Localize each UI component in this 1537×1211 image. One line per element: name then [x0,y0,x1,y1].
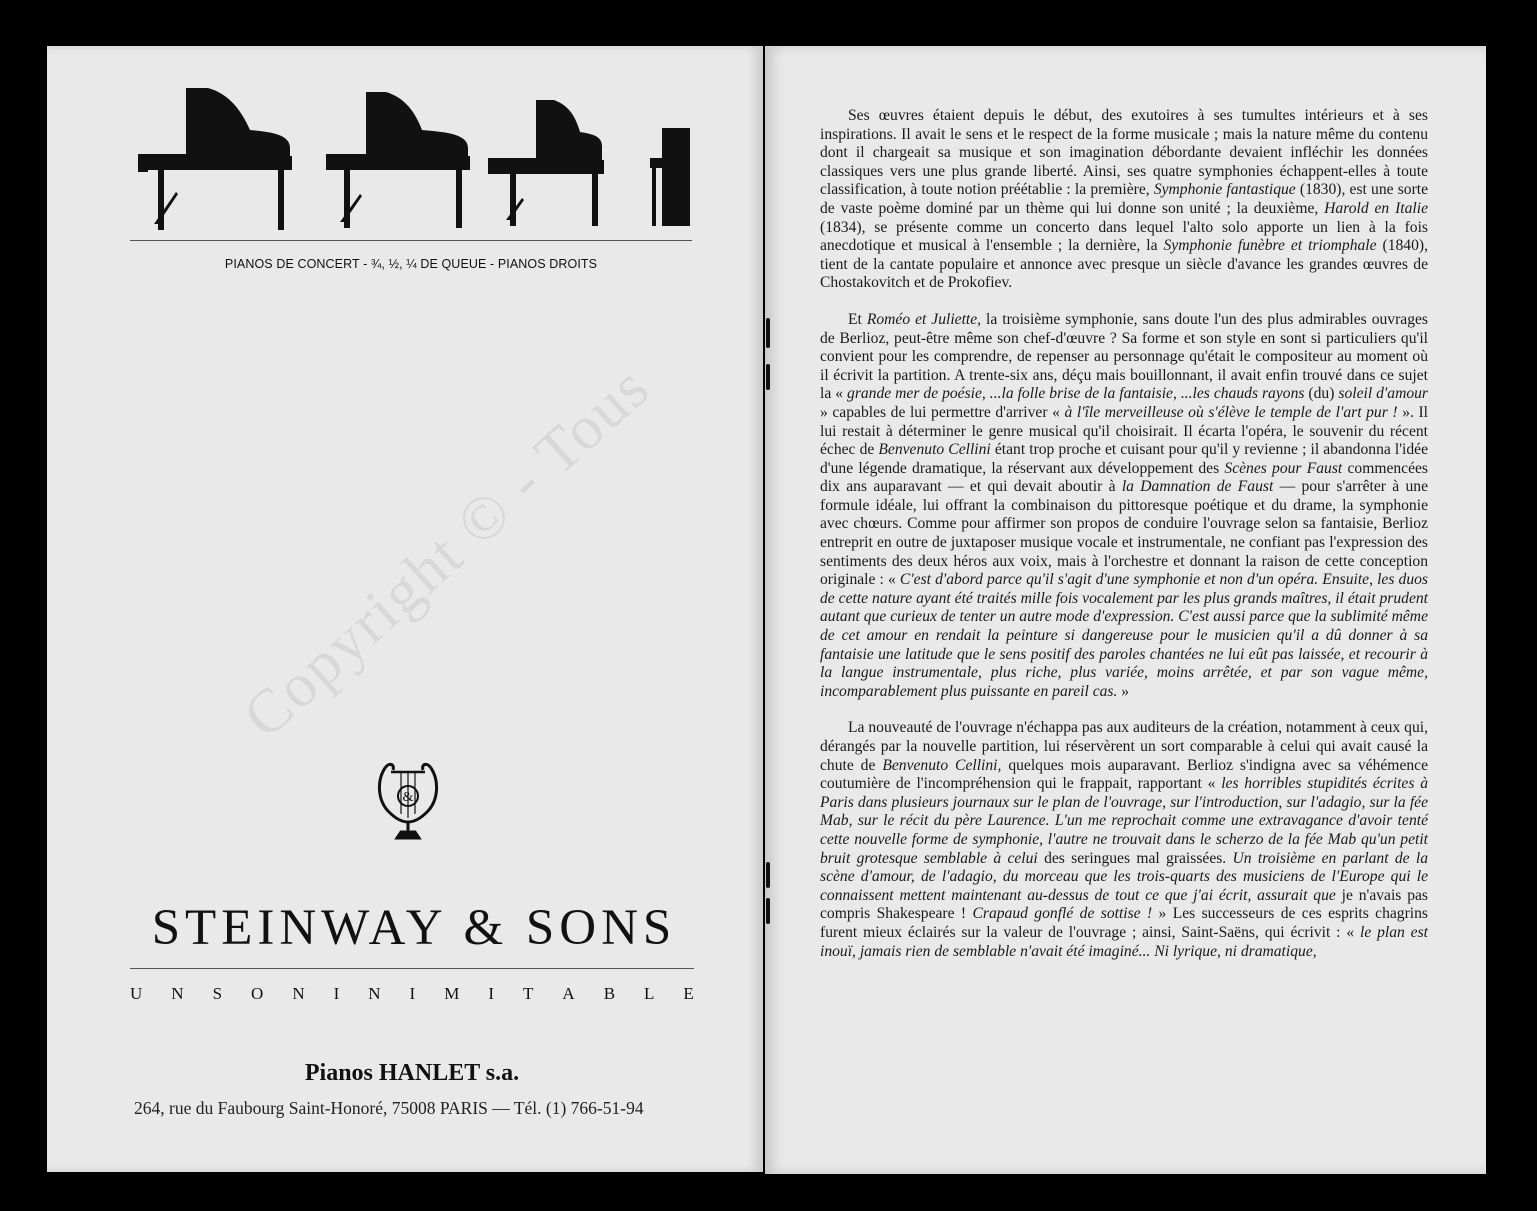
italic-segment: Benvenuto Cellini [878,441,991,459]
brand-tagline [130,984,694,1004]
pianos-divider [130,240,692,241]
tagline-letter: A [562,984,575,1003]
brand-divider [130,968,694,969]
pianos-illustration [130,88,700,240]
italic-segment: Symphonie funèbre et triomphale [1163,237,1377,255]
italic-segment: Benvenuto Cellini, [882,756,1002,774]
text-segment: » Les successeurs de ces esprits chagrins furent mieux éclairés sur la valeur de l'ouvrage ; ainsi, Saint-Saëns, qui écrivit : « [820,905,1428,941]
tagline-letter: M [444,984,460,1003]
text-segment: Ses œuvres étaient depuis le début, des exutoires à ses tumultes intérieurs et à ses inspirations. Il avait le sens et le respect de la forme musicale ; mais la nature même du contenu dont il chargeait sa musique et son imagination débordante devaient infléchir les données classiques vers une plus grande liberté. Ainsi, ses quatre symphonies échappent-elles à toute classification, à toute notion préétablie : la première, [820,107,1428,199]
tagline-letter: U [130,984,143,1003]
italic-segment: Scènes pour Faust [1224,459,1343,477]
italic-segment: le plan est inouï, jamais rien de semblable n'avait été imaginé... Ni lyrique, ni dramatique, [820,923,1428,960]
text-segment: étant trop proche et cuisant pour qu'il y revienne ; il abandonna l'idée d'une légende dramatique, la réservant aux développement des [820,441,1429,477]
italic-segment: Harold en Italie [1324,199,1428,217]
text-segment: (1830), est une sorte de vaste poème dominé par un thème qui lui donne son unité ; la deuxième, [820,181,1429,217]
text-segment: Et [848,310,867,328]
upright-piano-icon [650,128,690,226]
article-paragraph [820,719,1428,961]
dealer-name: Pianos HANLET s.a. [304,1060,520,1086]
text-segment: (1840), tient de la cantate populaire et annonce avec presque un siècle d'avance les grandes œuvres de Chostakovitch et de Prokofiev. [820,237,1428,292]
italic-segment: soleil d'amour [1338,385,1428,403]
tagline-letter: I [333,984,340,1003]
article-paragraph [820,311,1428,701]
text-segment: (du) [1304,385,1339,403]
binding-staple-top [766,318,770,348]
binding-staple-bottom-2 [766,898,770,924]
text-segment: la troisième symphonie, sans doute l'un des plus admirables ouvrages de Berlioz, peut-être même son chef-d'œuvre ? Sa forme et son style en sont si particuliers qu'il convient pour les comprendre, de repenser au personnage qu'était le compositeur au moment où il écrivit la partition. A trente-six ans, déçu mais bouillonnant, il avait enfin trouvé dans ce sujet la « [820,310,1428,403]
binding-staple-bottom [766,862,770,888]
half-grand-piano-icon [488,100,604,226]
tagline-letter: L [644,984,655,1003]
text-segment: (1834), se présente comme un concerto dans lequel l'alto solo apporte un lien à la fois anecdotique et musical à l'ensemble ; la dernière, la [820,218,1428,255]
italic-segment: la Damnation de Faust [1121,478,1274,496]
dealer-address: 264, rue du Faubourg Saint-Honoré, 75008 PARIS — Tél. (1) 766-51-94 [134,1098,644,1118]
tagline-letter: I [409,984,416,1003]
tagline-letter: N [171,984,184,1003]
text-segment: quelques mois auparavant. Berlioz s'indigna avec sa véhémence coutumière de l'incompréhension qui le frappait, rapportant « [820,756,1428,793]
italic-segment: grande mer de poésie, ...la folle brise de la fantaisie, ...les chauds rayons [847,385,1305,403]
italic-segment: Roméo et Juliette, [866,310,982,328]
italic-segment: à l'île merveilleuse où s'élève le temple de l'art pur ! [1064,403,1398,421]
binding-staple-top-2 [766,364,770,390]
italic-segment: Crapaud gonflé de sottise ! [972,905,1153,923]
tagline-letter: S [212,984,223,1003]
tagline-letter: I [488,984,495,1003]
tagline-letter: E [683,984,694,1003]
text-segment: je n'avais pas compris Shakespeare ! [820,886,1428,923]
tagline-letter: T [523,984,534,1003]
copyright-watermark: Copyright © - Tous [230,352,663,752]
text-segment: des seringues mal graissées. [1037,849,1233,867]
tagline-letter: N [292,984,305,1003]
italic-segment: C'est d'abord parce qu'il s'agit d'une symphonie et non d'un opéra. Ensuite, les duos de cette nature ayant été traités mille fois vocalement par les plus grands maîtres, il était prudent autant que curieux de tenter un autre mode d'expression. C'est aussi parce que la sublimité même de cet amour en rendait la peinture si dangereuse pour le musicien qu'il a dû donner à sa fantaisie une latitude que le sens positif des paroles chantées ne lui eût pas laissée, et recourir à la langue instrumentale, plus riche, plus variée, moins arrêtée, et par son vague même, incomparablement plus puissante en pareil cas. [820,571,1428,700]
article-paragraph [820,107,1428,293]
italic-segment: les horribles stupidités écrites à Paris dans plusieurs journaux sur le plan de l'ouvrage, sur l'introduction, sur l'adagio, sur la fée Mab, sur le récit du père Laurence. L'un me reprochait comme une extravagance d'avoir tenté cette nouvelle forme de symphonie, l'autre ne trouvait dans le scherzo de la fée Mab qu'un petit bruit grotesque semblable à celui [820,775,1428,867]
text-segment: » capables de lui permettre d'arriver « [820,403,1065,421]
text-segment: commencées dix ans auparavant — et qui devait aboutir à [820,459,1428,496]
brand-name: STEINWAY & SONS [151,900,677,956]
text-segment: La nouveauté de l'ouvrage n'échappa pas aux auditeurs de la création, notamment à ceux qui, dérangés par la nouvelle partition, lui réservèrent un sort comparable à celui qui avait causé la chute de [820,719,1428,774]
pianos-caption: PIANOS DE CONCERT - ¾, ½, ¼ DE QUEUE - PIANOS DROITS [224,257,598,271]
svg-text:&: & [402,790,414,805]
text-segment: — pour s'arrêter à une formule idéale, lui offrant la combinaison du pittoresque poétique et du drame, la symphonie avec chœurs. Comme pour affirmer son propos de conduire l'ouvrage selon sa fantaisie, Berlioz entreprit en outre de juxtaposer musique vocale et instrumentale, ne confiant pas l'expression des sentiments des deux héros aux voix, mais à l'orchestre et donnant la raison de cette conception originale : « [820,478,1428,589]
text-segment: » [1117,682,1130,700]
tagline-letter: O [251,984,264,1003]
concert-grand-piano-icon [138,88,292,230]
italic-segment: Symphonie fantastique [1153,181,1296,199]
tagline-letter: B [603,984,616,1003]
article-text [820,107,1428,961]
lyre-logo-icon [371,758,445,842]
tagline-letter: N [368,984,381,1003]
text-segment: ». Il lui restait à déterminer le genre musical qu'il choisirait. Il écarta l'opéra, le souvenir du récent échec de [820,403,1429,459]
italic-segment: Un troisième en parlant de la scène d'amour, de l'adagio, du morceau que les trois-quarts des musiciens de l'Europe qui le connaissent mettent maintenant au-dessus de tout ce que j'ai écrit, assurait que [820,849,1429,904]
three-quarter-grand-piano-icon [326,92,470,228]
